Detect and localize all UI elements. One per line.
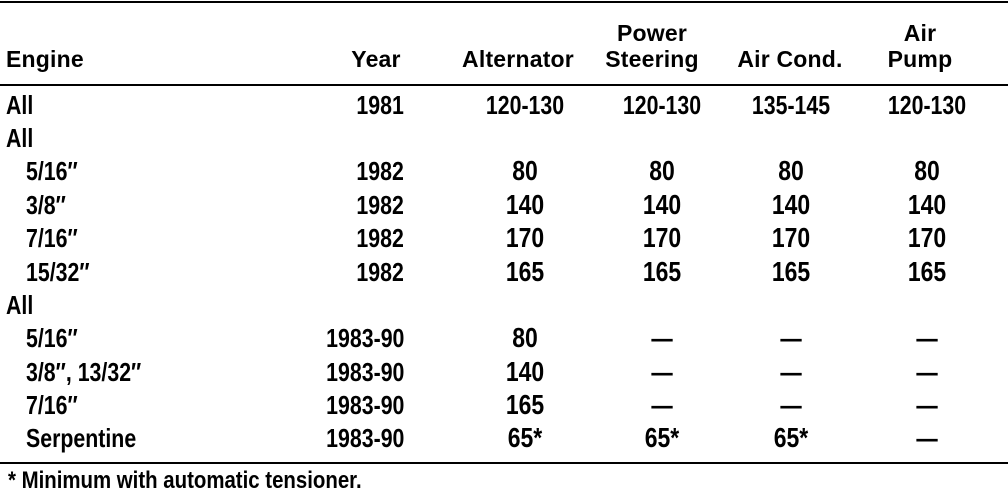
alternator-cell: 170 [505,222,545,253]
header-power-steering: Power Steering [605,20,699,72]
air-pump-cell: 120-130 [887,90,967,120]
air-pump-cell: — [916,323,938,353]
power-steering-cell: 165 [642,256,682,287]
air-pump-cell: — [916,357,938,387]
air-cond-cell: — [780,323,802,353]
alternator-cell: 140 [505,356,545,387]
air-cond-cell: 140 [771,189,811,220]
air-cond-cell: — [780,390,802,420]
year-cell: 1983-90 [325,323,404,353]
power-steering-cell: 65* [644,422,680,453]
power-steering-cell: — [651,390,673,420]
air-pump-cell: — [916,390,938,420]
alternator-cell: 80 [512,322,538,353]
header-alternator: Alternator [462,46,574,72]
power-steering-cell: 140 [642,189,682,220]
engine-cell: 7/16″ [26,223,78,253]
power-steering-cell: 80 [649,155,675,186]
year-cell: 1983-90 [325,357,404,387]
group-label: All [6,290,34,320]
alternator-cell: 140 [505,189,545,220]
year-cell: 1982 [356,257,404,287]
power-steering-cell: 120-130 [622,90,702,120]
air-pump-cell: 140 [907,189,947,220]
year-cell: 1983-90 [325,390,404,420]
engine-cell: All [6,90,34,120]
air-cond-cell: 65* [773,422,809,453]
year-cell: 1982 [356,223,404,253]
air-cond-cell: — [780,357,802,387]
engine-cell: 15/32″ [26,257,90,287]
top-rule [0,1,1008,3]
bottom-rule [0,462,1008,464]
air-pump-cell: 170 [907,222,947,253]
header-engine: Engine [6,46,84,72]
air-pump-cell: 165 [907,256,947,287]
air-cond-cell: 135-145 [751,90,831,120]
year-cell: 1983-90 [325,423,404,453]
air-pump-cell: — [916,423,938,453]
header-year: Year [351,46,401,72]
engine-cell: 5/16″ [26,156,78,186]
year-cell: 1982 [356,190,404,220]
alternator-cell: 165 [505,256,545,287]
header-rule [0,84,1008,86]
engine-cell: 3/8″, 13/32″ [26,357,142,387]
air-cond-cell: 80 [778,155,804,186]
air-pump-cell: 80 [914,155,940,186]
group-label: All [6,123,34,153]
power-steering-cell: — [651,357,673,387]
year-cell: 1981 [356,90,404,120]
engine-cell: 3/8″ [26,190,66,220]
alternator-cell: 165 [505,389,545,420]
air-cond-cell: 165 [771,256,811,287]
engine-cell: 5/16″ [26,323,78,353]
alternator-cell: 120-130 [485,90,565,120]
air-cond-cell: 170 [771,222,811,253]
engine-cell: Serpentine [26,423,137,453]
alternator-cell: 80 [512,155,538,186]
engine-cell: 7/16″ [26,390,78,420]
year-cell: 1982 [356,156,404,186]
alternator-cell: 65* [507,422,543,453]
header-air-cond: Air Cond. [737,46,843,72]
power-steering-cell: — [651,323,673,353]
power-steering-cell: 170 [642,222,682,253]
header-air-pump: Air Pump [887,20,953,72]
footnote: * Minimum with automatic tensioner. [8,467,362,494]
